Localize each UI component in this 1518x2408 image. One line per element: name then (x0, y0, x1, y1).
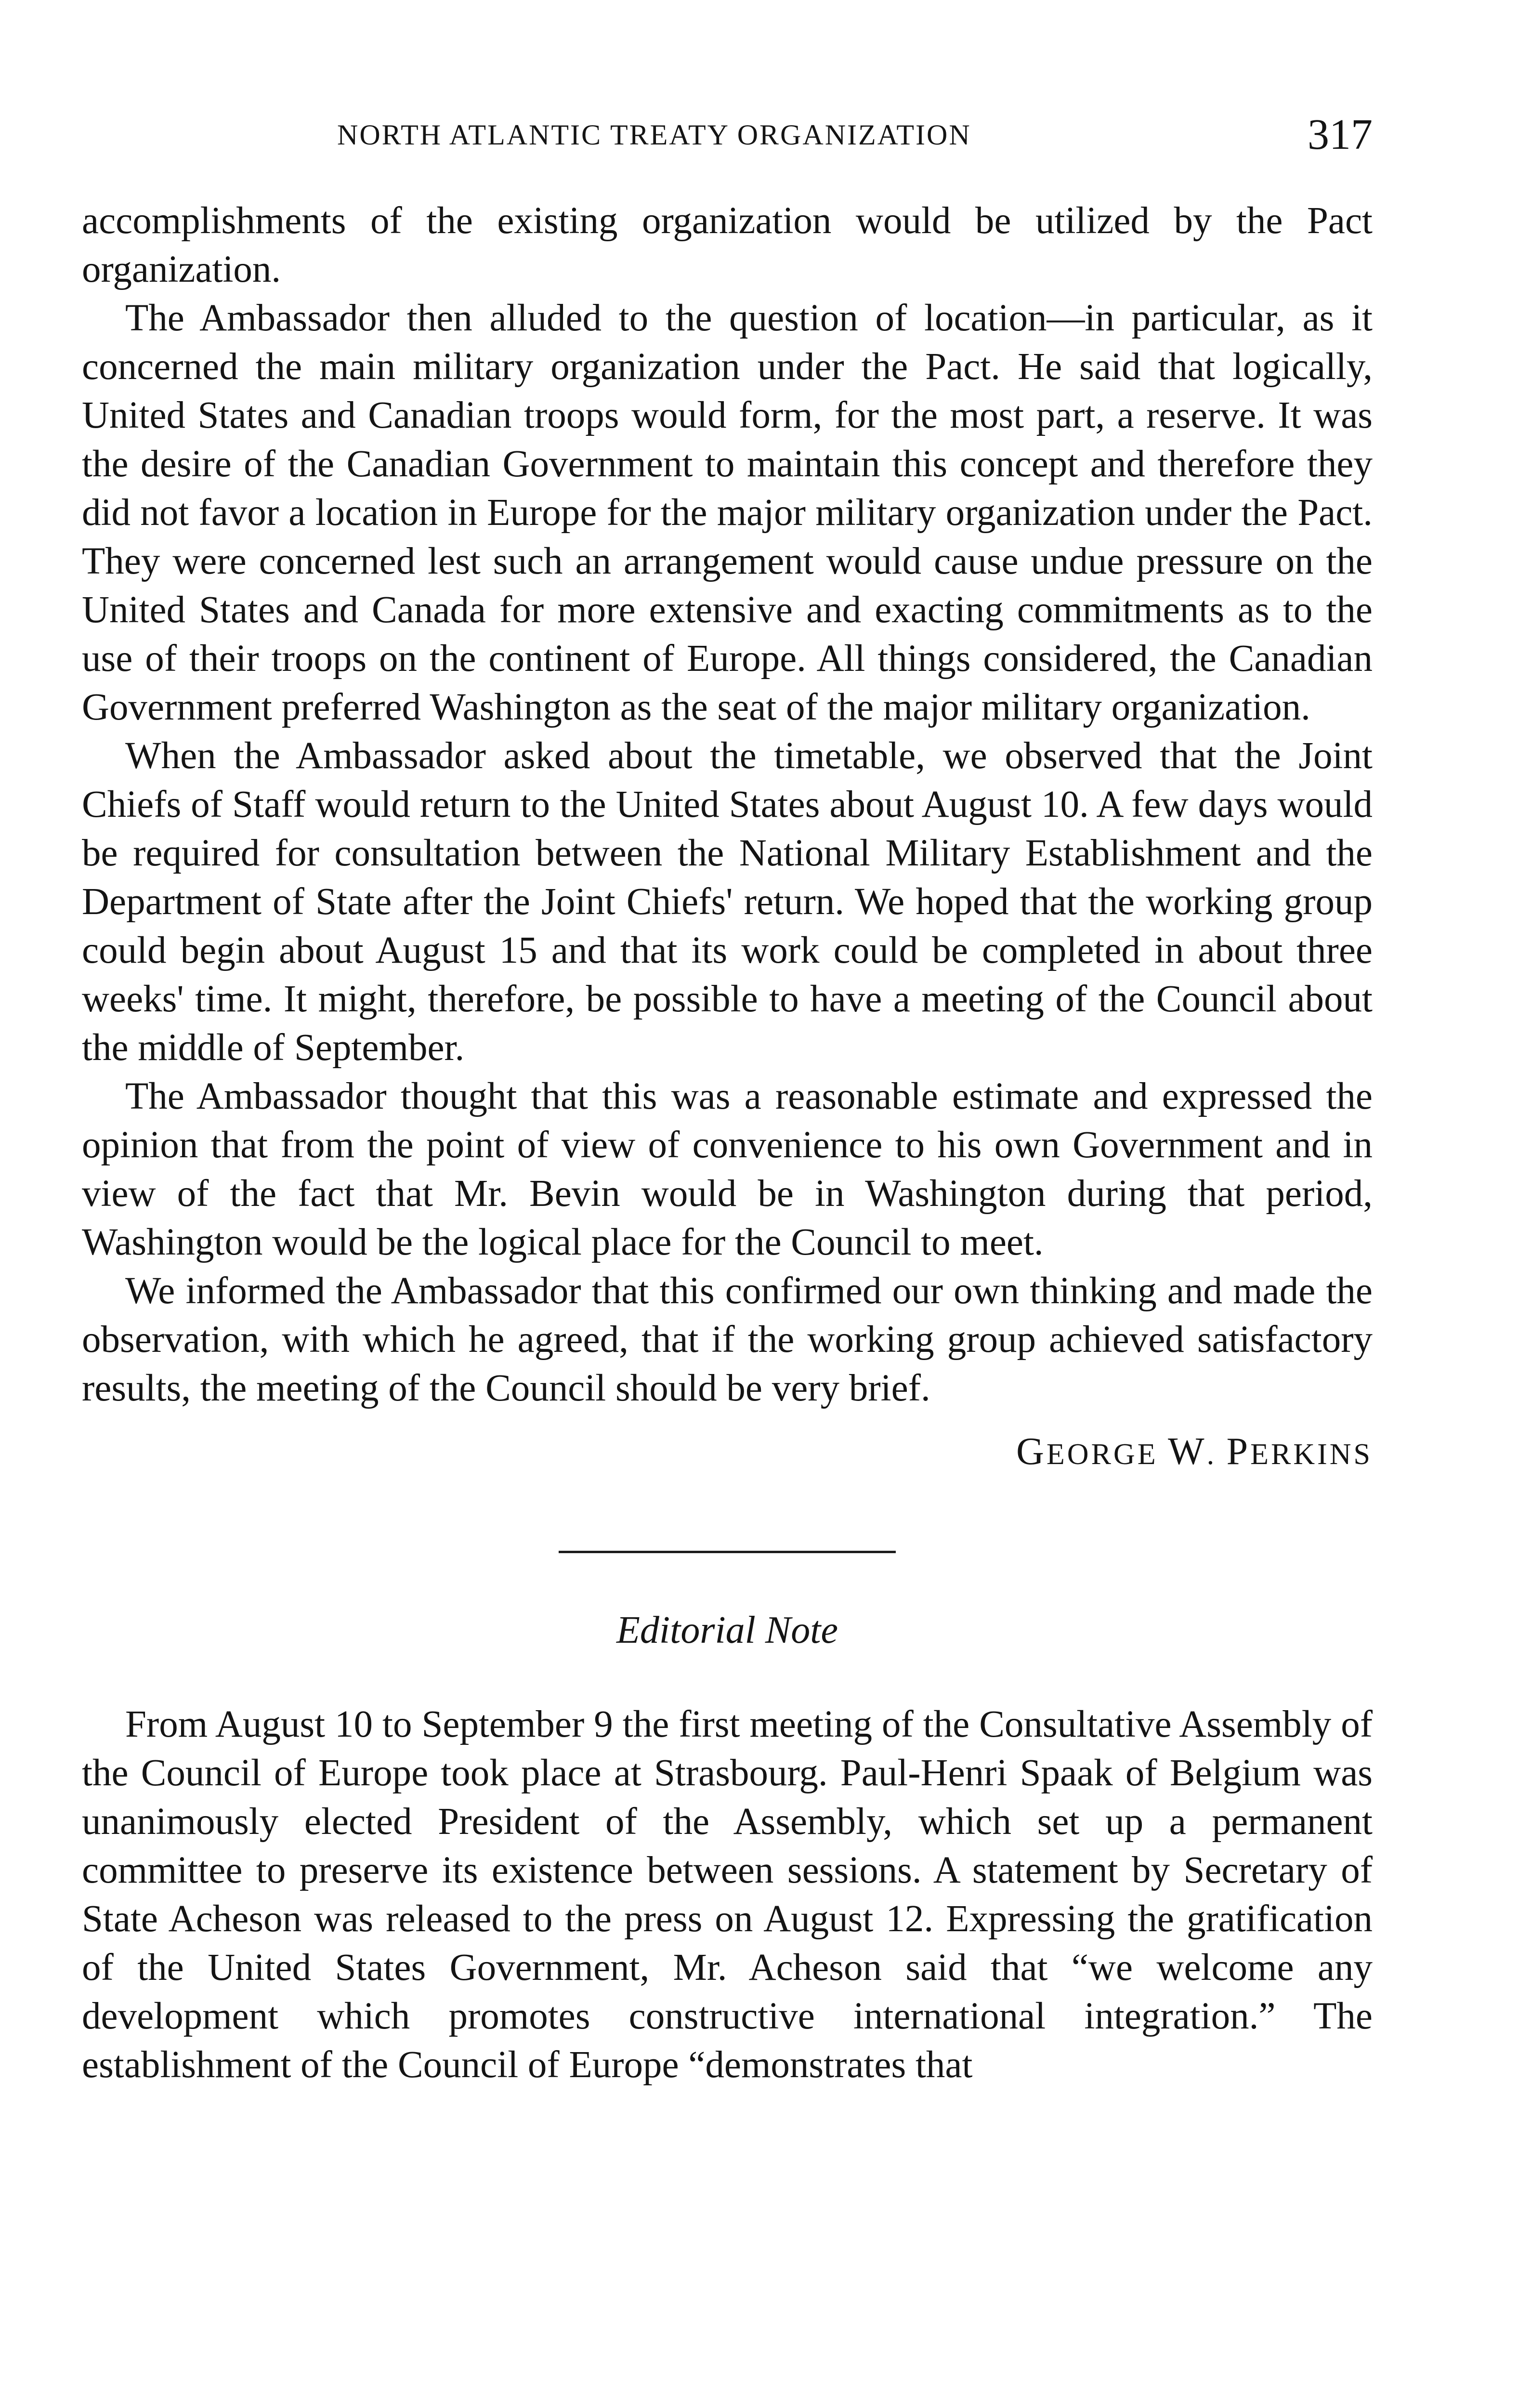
paragraph-estimate: The Ambassador thought that this was a reasonable estimate and expressed the opinion that from the point of view of convenience to his own Government and in view of the fact that Mr. Bevin would be in Washington during that period, Washington would be the logical place for the Council to meet. (82, 1075, 1373, 1263)
editorial-note-text: From August 10 to September 9 the first meeting of the Consultative Assembly of the Council of Europe took place at Strasbourg. Paul-Henri Spaak of Belgium was unanimously elected President of the Assembly, which set up a permanent committee to preserve its existence between sessions. A statement by Secretary of State Acheson was released to the press on August 12. Expressing the gratification of the United States Government, Mr. Acheson said that “we welcome any development which promotes constructive international integration.” The establishment of the Council of Europe “demonstrates that (82, 1703, 1373, 2086)
paragraph-timetable: When the Ambassador asked about the timetable, we observed that the Joint Chiefs of Staff would return to the United States about August 10. A few days would be required for consultation between the National Military Establishment and the Department of State after the Joint Chiefs' return. We hoped that the working group could begin about August 15 and that its work could be completed in about three weeks' time. It might, therefore, be possible to have a meeting of the Council about the middle of September. (82, 735, 1373, 1069)
body-text (82, 196, 1373, 2089)
paragraph-continued: accomplishments of the existing organization would be utilized by the Pact organization. (82, 200, 1373, 290)
page-number: 317 (1308, 111, 1373, 158)
signature (82, 1430, 1373, 1476)
paragraph-conclusion: We informed the Ambassador that this confirmed our own thinking and made the observation, with which he agreed, that if the working group achieved satisfactory results, the meeting of the Council should be very brief. (82, 1270, 1373, 1409)
editorial-note-title: Editorial Note (616, 1609, 838, 1651)
signature-name: GEORGE W. PERKINS (1016, 1430, 1373, 1473)
running-title: NORTH ATLANTIC TREATY ORGANIZATION (337, 119, 971, 151)
running-header (82, 110, 1373, 158)
document-page (82, 0, 1373, 2408)
paragraph-location: The Ambassador then alluded to the question of location—in particular, as it concerned the main military organization under the Pact. He said that logically, United States and Canadian troops would form, for the most part, a reserve. It was the desire of the Canadian Government to maintain this concept and therefore they did not favor a location in Europe for the major military organization under the Pact. They were concerned lest such an arrangement would cause undue pressure on the United States and Canada for more extensive and exacting commitments as to the use of their troops on the continent of Europe. All things considered, the Canadian Government preferred Washington as the seat of the major military organization. (82, 297, 1373, 728)
section-divider (559, 1551, 896, 1553)
